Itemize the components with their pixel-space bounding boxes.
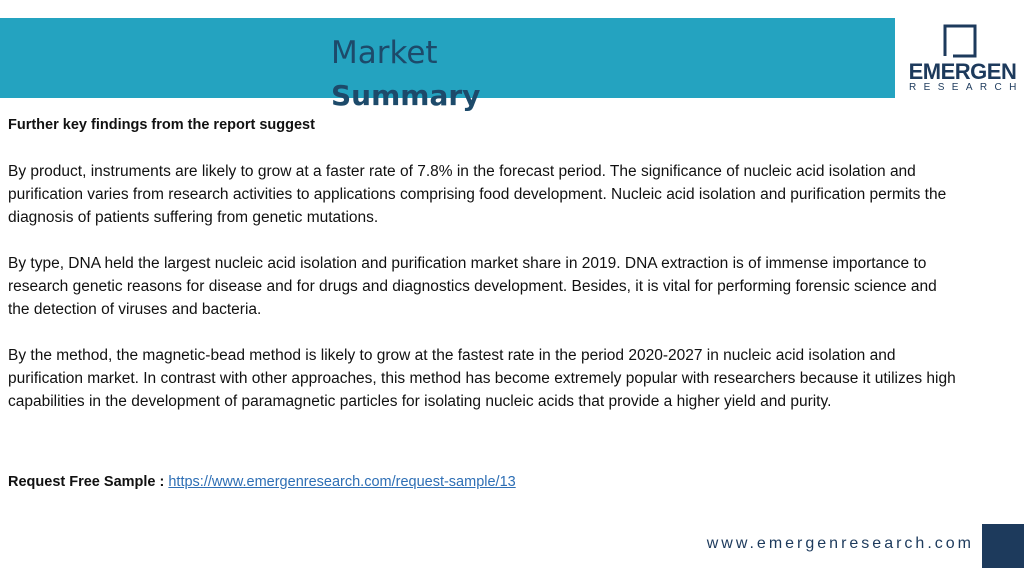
footer-website: www.emergenresearch.com [706, 535, 974, 552]
paragraph-product: By product, instruments are likely to grow at a faster rate of 7.8% in the forecast period. The significance of nucleic acid isolation and purification varies from research activities to applications comprising food development. Nucleic acid isolation and purification permits the diagnosis of patients suffering from genetic mutations. [8, 163, 947, 226]
page-title-summary: Summary [331, 79, 481, 112]
page-title-market: Market [331, 35, 438, 71]
emergen-logo [905, 20, 1024, 96]
paragraph-type: By type, DNA held the largest nucleic acid isolation and purification market share in 2019. DNA extraction is of immense importance to research genetic reasons for disease and for drugs and diagnostics development. Besides, it is vital for performing forensic science and the detection of viruses and bacteria. [8, 255, 937, 318]
paragraph-method: By the method, the magnetic-bead method is likely to grow at the fastest rate in the period 2020-2027 in nucleic acid isolation and purification market. In contrast with other approaches, this method has become extremely popular with researchers because it utilizes high capabilities in the development of paramagnetic particles for isolating nucleic acids that provide a higher yield and purity. [8, 347, 956, 410]
findings-content [8, 114, 958, 413]
square-frame-icon [943, 24, 977, 58]
logo-wordmark: EMERGEN [908, 59, 1017, 84]
findings-heading: Further key findings from the report suggest [8, 117, 315, 133]
footer-corner-block [982, 524, 1024, 568]
request-sample-line [8, 472, 516, 492]
request-sample-label: Request Free Sample : [8, 474, 169, 490]
logo-subtitle: RESEARCH [909, 82, 1024, 93]
request-sample-link[interactable]: https://www.emergenresearch.com/request-sample/13 [168, 474, 516, 490]
